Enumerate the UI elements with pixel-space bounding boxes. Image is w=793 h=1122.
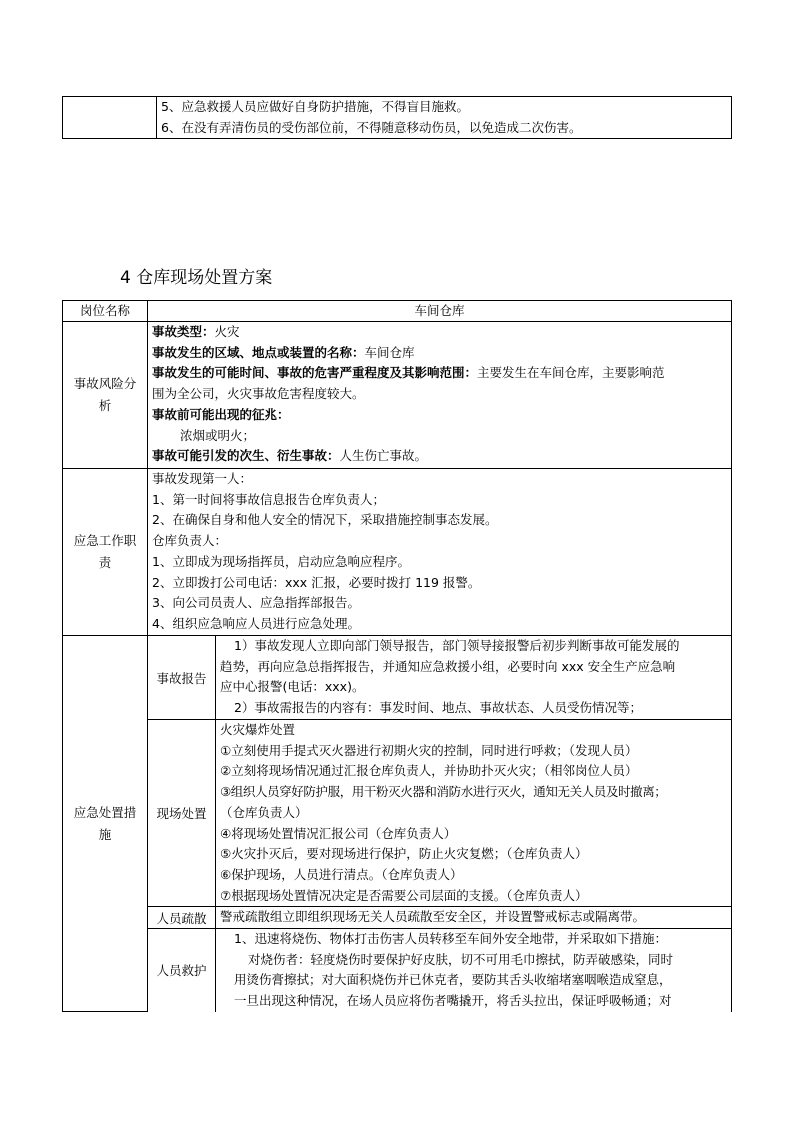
top-table [62,96,732,139]
duty-line: 3、向公司员责人、应急指挥部报告。 [152,595,360,611]
rescue-line: 用烫伤膏擦拭；对大面积烧伤并已休克者，要防其舌头收缩堵塞咽喉造成窒息， [234,972,672,988]
scene-row [63,720,732,907]
risk-label: 事故风险分析 [63,322,148,469]
duty-line: 1、第一时间将事故信息报告仓库负责人； [152,491,385,507]
duty-line: 4、组织应急响应人员进行应急处理。 [152,615,360,631]
plan-table [62,300,732,1012]
rescue-line: 对烧伤者：轻度烧伤时要保护好皮肤，切不可用毛巾擦拭，防弄破感染，同时 [248,951,674,967]
report-line: 趋势，再向应急总指挥报告，并通知应急救援小组，必要时向 xxx 安全生产应急响 [220,658,676,674]
header-post-name: 岗位名称 [63,301,148,322]
scene-line: ④将现场处置情况汇报公司（仓库负责人） [220,825,457,841]
scene-line: ②立刻将现场情况通过汇报仓库负责人，并协助扑灭火灾；（相邻岗位人员） [220,763,638,779]
risk-impact-cont: 围为全公司，火灾事故危害程度较大。 [152,386,365,402]
rescue-label: 人员救护 [148,929,216,1012]
report-label: 事故报告 [148,636,216,720]
report-line: 应中心报警(电话：xxx)。 [220,679,365,695]
risk-row [63,322,732,469]
risk-sign: 事故前可能出现的征兆： [152,406,290,422]
risk-sign-value: 浓烟或明火； [180,427,256,443]
top-line-5: 5、应急救援人员应做好自身防护措施，不得盲目施救。 [161,99,469,114]
duty-line: 事故发现第一人： [152,471,253,486]
top-table-text-cell [157,97,732,139]
scene-line: ③组织人员穿好防护服，用干粉灭火器和消防水进行灭火，通知无关人员及时撤离； [220,784,667,800]
duty-label: 应急工作职责 [63,469,148,636]
rescue-content [216,929,732,1012]
rescue-line: 1、迅速将烧伤、物体打击伤害人员转移至车间外安全地带，并采取如下措施： [234,931,667,947]
scene-label: 现场处置 [148,720,216,907]
risk-location: 事故发生的区域、地点或装置的名称：车间仓库 [152,344,415,360]
top-table-left-cell [63,97,157,139]
duty-line: 2、立即拨打公司电话：xxx 汇报，必要时拨打 119 报警。 [152,574,481,590]
scene-content [216,720,732,907]
report-line: 1）事故发现人立即向部门领导报告，部门领导接报警后初步判断事故可能发展的 [234,638,680,653]
duty-row [63,469,732,636]
report-row [63,636,732,720]
duty-line: 2、在确保自身和他人安全的情况下，采取措施控制事态发展。 [152,512,498,528]
measures-label: 应急处置措施 [63,636,148,1012]
scene-line: ⑦根据现场处置情况决定是否需要公司层面的支援。（仓库负责人） [220,887,588,903]
scene-line: 火灾爆炸处置 [220,722,296,737]
section-heading: 4 仓库现场处置方案 [120,268,273,288]
evacuate-row [63,907,732,929]
report-line: 2）事故需报告的内容有：事发时间、地点、事故状态、人员受伤情况等； [234,700,642,716]
header-row [63,301,732,322]
risk-content [148,322,732,469]
duty-content [148,469,732,636]
evacuate-content [216,907,732,929]
evacuate-text: 警戒疏散组立即组织现场无关人员疏散至安全区，并设置警戒标志或隔离带。 [220,909,646,925]
risk-impact: 事故发生的可能时间、事故的危害严重程度及其影响范围：主要发生在车间仓库，主要影响范 [152,365,665,381]
scene-line: ①立刻使用手提式灭火器进行初期火灾的控制，同时进行呼救；（发现人员） [220,742,638,758]
rescue-line: 一旦出现这种情况，在场人员应将伤者嘴撬开，将舌头拉出，保证呼吸畅通；对 [234,993,672,1009]
top-line-6: 6、在没有弄清伤员的受伤部位前，不得随意移动伤员，以免造成二次伤害。 [161,119,582,135]
duty-line: 仓库负责人： [152,533,228,549]
scene-line: ⑥保护现场，人员进行清点。（仓库负责人） [220,866,463,882]
scene-line: ⑤火灾扑灭后，要对现场进行保护，防止火灾复燃；（仓库负责人） [220,846,588,862]
evacuate-label: 人员疏散 [148,907,216,929]
rescue-row [63,929,732,1012]
header-post-value: 车间仓库 [148,301,732,322]
risk-secondary: 事故可能引发的次生、衍生事故：人生伤亡事故。 [152,448,428,464]
report-content [216,636,732,720]
risk-type: 事故类型：火灾 [152,324,240,339]
duty-line: 1、立即成为现场指挥员，启动应急响应程序。 [152,553,410,569]
scene-line: （仓库负责人） [220,804,308,820]
